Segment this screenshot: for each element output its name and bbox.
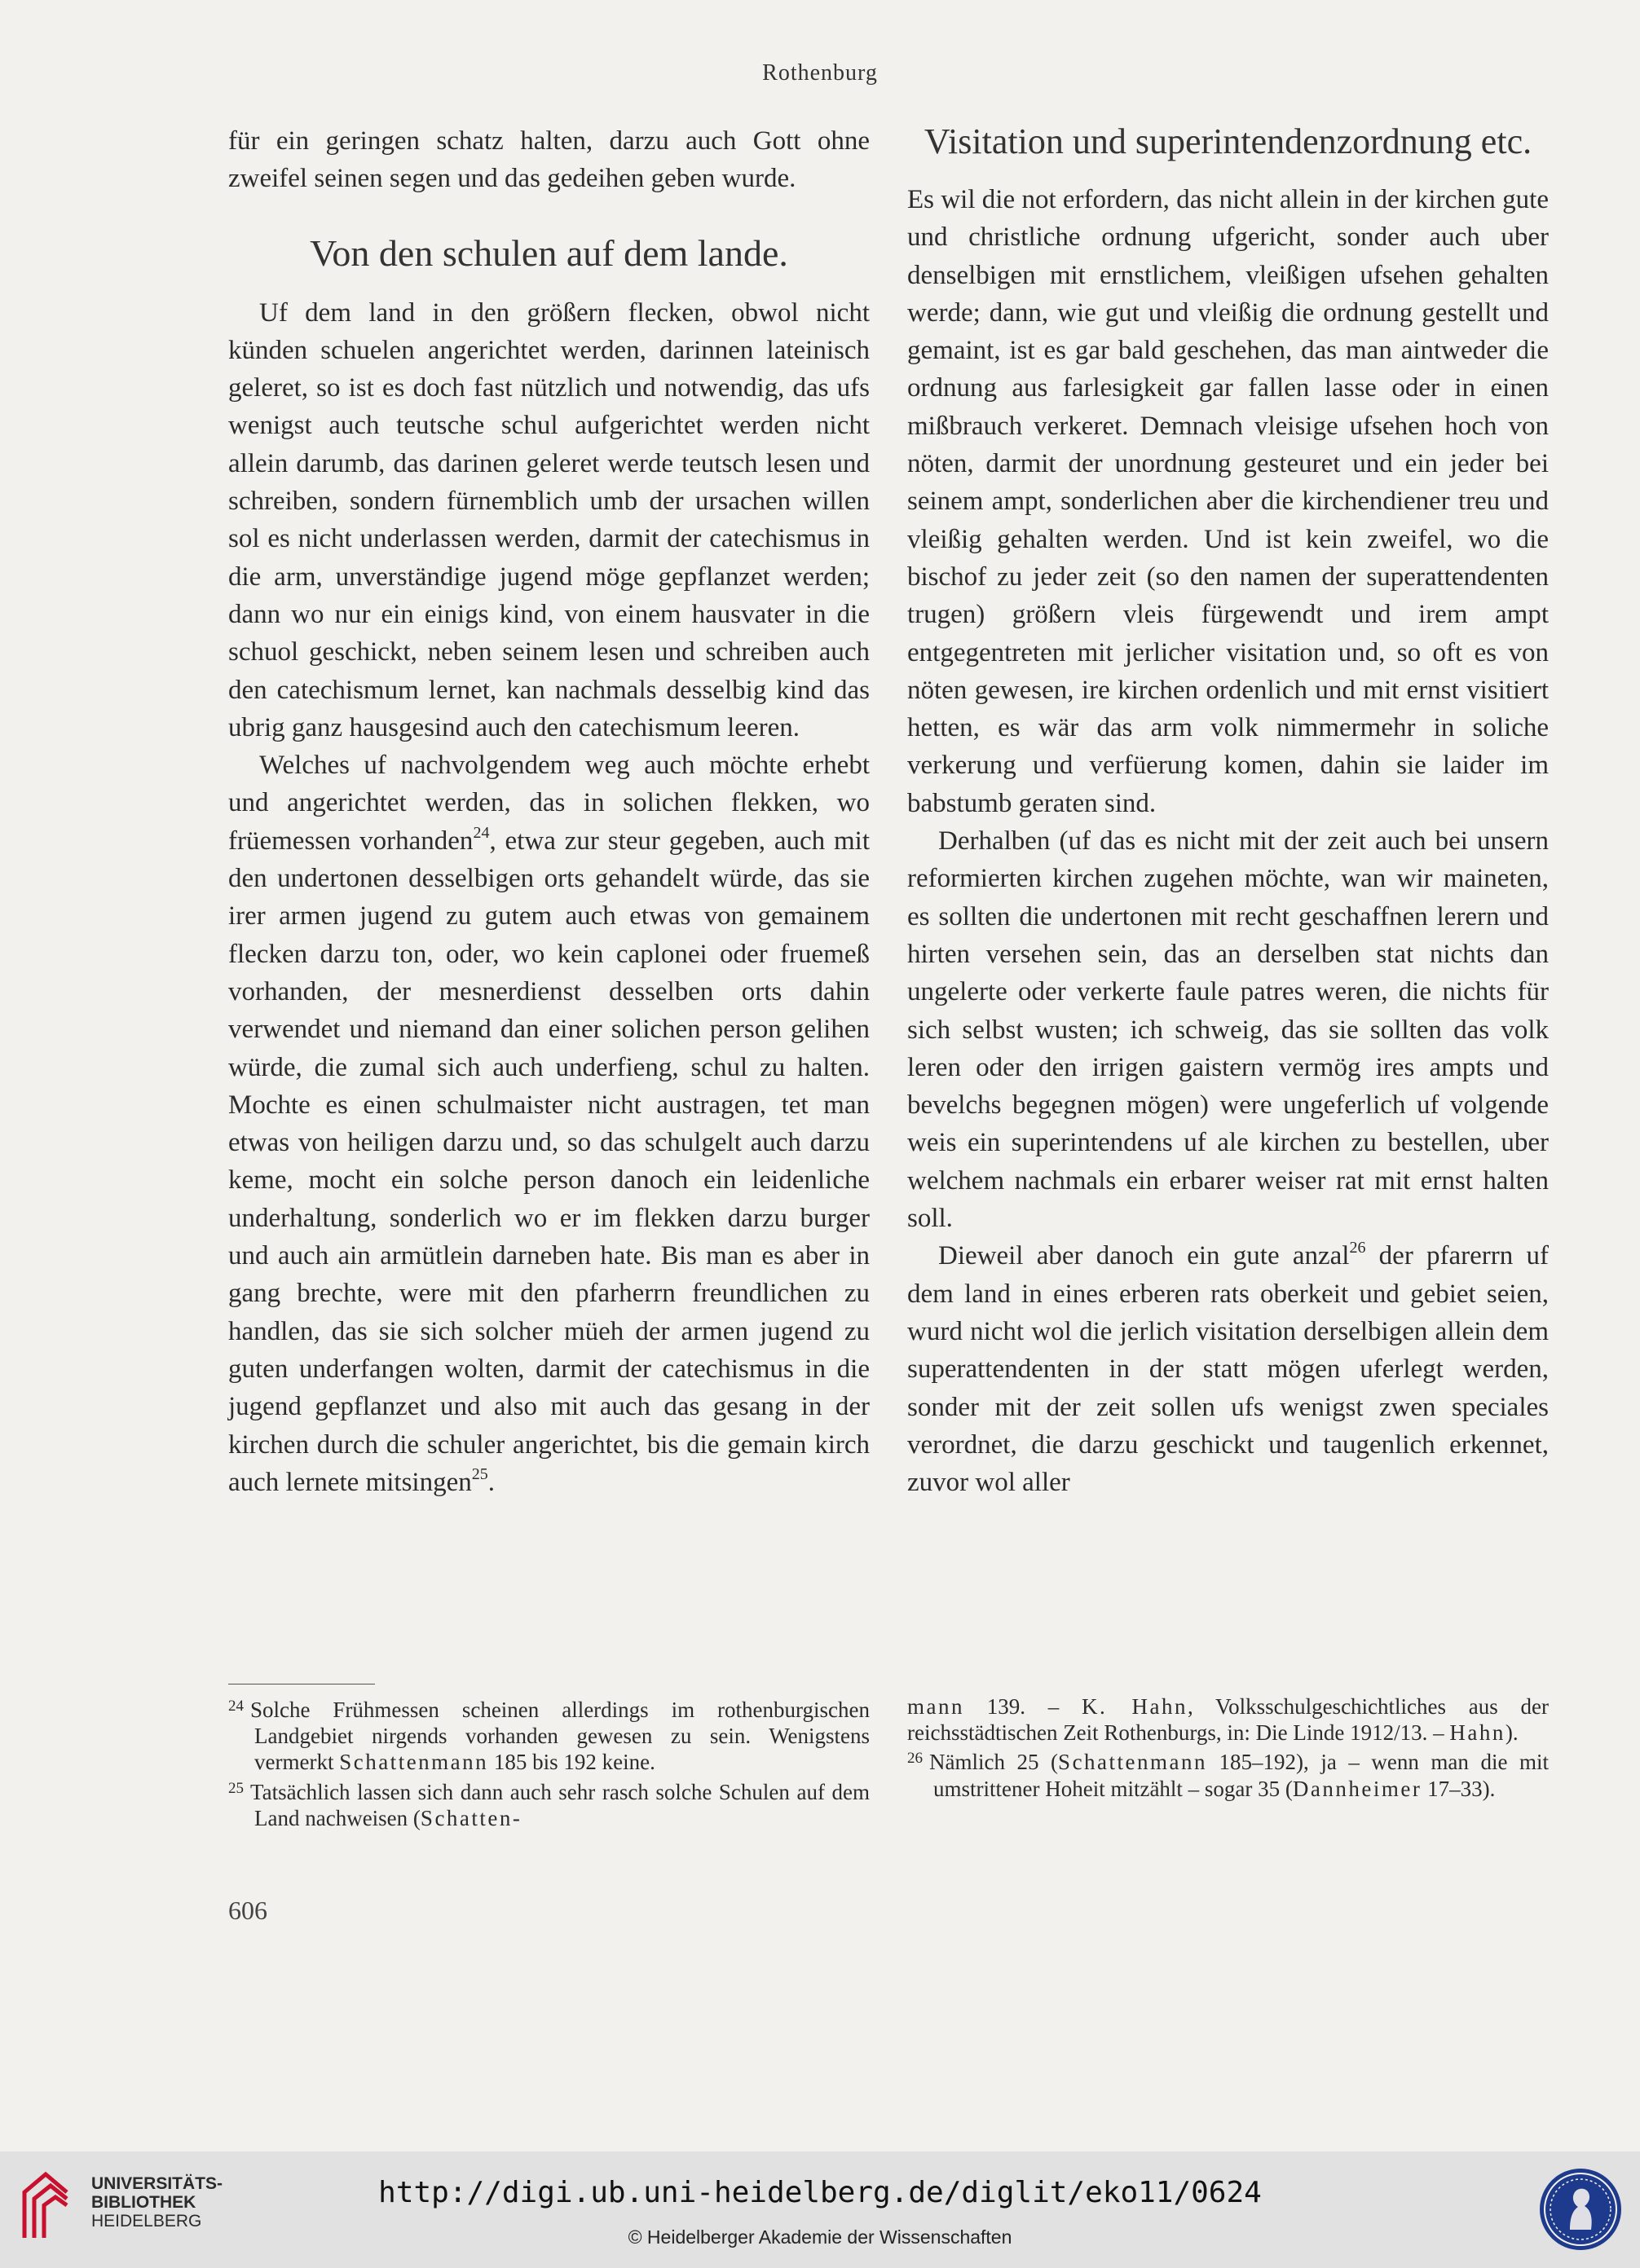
paragraph-text: Dieweil aber danoch ein gute anzal bbox=[938, 1241, 1350, 1271]
footnote-text: Nämlich 25 ( bbox=[929, 1750, 1059, 1775]
footnotes-left bbox=[228, 1693, 870, 1831]
intro-text: für ein geringen schatz halten, darzu auch Gott ohne zweifel seinen segen und das gedeihen geben wurde. bbox=[228, 126, 870, 194]
paragraph-text: , etwa zur steur gegeben, auch mit den undertonen desselbigen orts gehandelt würde, das sie irer armen jugend zu gutem auch etwas von gemainem flecken darzu ton, oder, wo kein caplonei oder fruemeß vorhanden, der mesnerdienst desselben orts dahin verwendet und niemand dan einer solichen person gelihen würde, die zumal sich auch underfieng, schul zu halten. Mochte es einen schulmaister nicht austragen, tet man etwas von heiligen darzu und, so das schulgelt auch darzu keme, mocht ein solche person danoch ein leidenliche underhaltung, sonderlich wo er im flekken darzu burger und auch ain armütlein darneben hate. Bis man es aber in gang brechte, were mit den pfarherrn freundlichen zu handlen, das sie sich solcher müeh der armen jugend zu guten underfangen wolten, darmit der catechismus in die jugend gepflanzet und also mit auch das gesang in der kirchen durch die schuler angerichtet, bis die gemain kirch auch lernete mitsingen bbox=[228, 826, 870, 1497]
page-number: 606 bbox=[228, 1896, 267, 1925]
footnote-author: Hahn bbox=[1449, 1720, 1506, 1746]
footnote-text: 139. – bbox=[964, 1694, 1082, 1719]
academy-seal-icon[interactable] bbox=[1537, 2166, 1624, 2253]
paragraph bbox=[228, 746, 870, 1501]
viewer-footer bbox=[0, 2151, 1640, 2268]
footnote-author: Dannheimer bbox=[1292, 1776, 1422, 1801]
paragraph: Derhalben (uf das es nicht mit der zeit auch bei unsern reformierten kirchen zugehen möchte, wan wir maineten, es sollten die undertonen mit recht geschaffnen lerern und hirten versehen sein, das an derselben stat nichts dan ungelerte oder verkerte faule patres weren, die nichts für sich selbst wusten; ich schweig, das sie sollten das volk leren oder den irrigen gaistern vermög ires ampts und bevelchs begegnen mögen) were ungeferlich uf volgende weis ein superintendens uf ale kirchen zu bestellen, uber welchem nachmals ein erbarer weiser rat mit ernst halten soll. bbox=[907, 826, 1549, 1234]
paragraph bbox=[907, 1237, 1549, 1501]
footnote-number: 25 bbox=[228, 1779, 244, 1797]
footnote-text: Solche Frühmessen scheinen allerdings im rothenburgischen Landgebiet nirgends vorhanden gewesen zu sein. Wenigstens vermerkt bbox=[250, 1698, 870, 1775]
footnote-number: 26 bbox=[907, 1750, 923, 1768]
footnote-number: 24 bbox=[228, 1698, 244, 1715]
footnote-24 bbox=[228, 1693, 870, 1776]
footnote-author: Schattenmann bbox=[339, 1750, 489, 1775]
footnote-26 bbox=[907, 1746, 1549, 1801]
library-name-line: BIBLIOTHEK bbox=[91, 2193, 196, 2212]
paragraph-text: der pfarerrn uf dem land in eines erberen rats oberkeit und gebiet seien, wurd nicht wol die jerlich visitation derselbigen allein dem superattendenten in der statt mögen uferlegt werden, sonder mit der zeit sollen ufs wenigst zwen speciales verordnet, die darzu geschickt und taugenlich erkennet, zuvor wol aller bbox=[907, 1241, 1549, 1498]
footnote-text: ). bbox=[1505, 1720, 1519, 1746]
paragraph-text: Welches uf nachvolgendem weg auch möchte erhebt und angerichtet werden, das in solichen flekken, wo früemessen vorhanden bbox=[228, 751, 870, 856]
footnote-25-continued bbox=[907, 1693, 1549, 1746]
right-column bbox=[907, 122, 1549, 1501]
footnote-25 bbox=[228, 1776, 870, 1831]
permalink-url[interactable]: http://digi.ub.uni-heidelberg.de/diglit/eko11/0624 bbox=[378, 2176, 1262, 2209]
footnote-author: Schatten- bbox=[420, 1805, 522, 1830]
footnote-ref[interactable]: 25 bbox=[471, 1464, 488, 1483]
footnote-author: K. Hahn bbox=[1082, 1694, 1188, 1719]
footnote-text: 17–33). bbox=[1422, 1776, 1496, 1801]
footnote-text: 185–192), ja – wenn man die mit umstrittener Hoheit mitzählt – sogar 35 ( bbox=[933, 1750, 1549, 1801]
paragraph: Es wil die not erfordern, das nicht allein in der kirchen gute und christliche ordnung ufgericht, sonder auch uber denselbigen mit ernstlichem, vleißigen ufsehen gehalten werde; dann, wie gut und vleißig die ordnung gestellt und gemaint, ist es gar bald geschehen, das man aintweder die ordnung aus farlesigkeit gar fallen lasse oder in einen mißbrauch verkeret. Demnach vleisige ufsehen hoch von nöten, darmit der unordnung gesteuret und ein jeder bei seinem ampt, sonderlichen aber die kirchendiener treu und vleißig gehalten werden. Und ist kein zweifel, wo die bischof zu jeder zeit (so den namen der superattendenten trugen) größern vleis fürgewendt und irem ampt entgegentreten mit jerlicher visitation und, so oft es von nöten gewesen, ire kirchen ordenlich und mit ernst visitiert hetten, es wär das arm volk nimmermehr in soliche verkerung und verfüerung komen, dahin sie laider im babstumb geraten sind. bbox=[907, 185, 1549, 818]
footnote-text: 185 bis 192 keine. bbox=[488, 1750, 655, 1775]
library-name-line: UNIVERSITÄTS- bbox=[91, 2174, 223, 2193]
footnote-author: Schattenmann bbox=[1058, 1750, 1208, 1775]
footnote-text: Tatsächlich lassen sich dann auch sehr rasch solche Schulen auf dem Land nachweisen ( bbox=[250, 1779, 870, 1830]
left-column bbox=[228, 122, 870, 1501]
paragraph-text: . bbox=[487, 1467, 495, 1497]
section-title-schools: Von den schulen auf dem lande. bbox=[310, 231, 788, 274]
section-title-visitation: Visitation und superintendenzordnung etc. bbox=[924, 121, 1532, 161]
paragraph: Uf dem land in den größern flecken, obwol nicht künden schuelen angerichtet werden, darinnen lateinisch geleret, so ist es doch fast nützlich und notwendig, das ufs wenigst auch teutsche schul aufgerichtet werden nicht allein darumb, das darinen geleret werde teutsch lesen und schreiben, sondern fürnemblich umb der ursachen willen sol es nicht underlassen werden, darmit der catechismus in die arm, unverständige jugend möge gepflanzet werden; dann wo nur ein einigs kind, von einem hausvater in die schuol geschickt, neben seinem lesen und schreiben auch den catechismum lernet, kan nachmals desselbig kind das ubrig ganz hausgesind auch den catechismum leeren. bbox=[228, 297, 870, 742]
footnote-ref[interactable]: 24 bbox=[473, 823, 490, 842]
footnotes-right bbox=[907, 1693, 1549, 1802]
footnote-author: mann bbox=[907, 1694, 964, 1719]
footnote-text: , Volksschulgeschichtliches aus der reichsstädtischen Zeit Rothenburgs, in: Die Linde 1912/13. – bbox=[907, 1694, 1549, 1746]
running-head: Rothenburg bbox=[762, 60, 878, 86]
footnote-ref[interactable]: 26 bbox=[1349, 1239, 1366, 1257]
library-name-line: HEIDELBERG bbox=[91, 2212, 202, 2231]
copyright-notice: © Heidelberger Akademie der Wissenschaften bbox=[628, 2226, 1012, 2248]
